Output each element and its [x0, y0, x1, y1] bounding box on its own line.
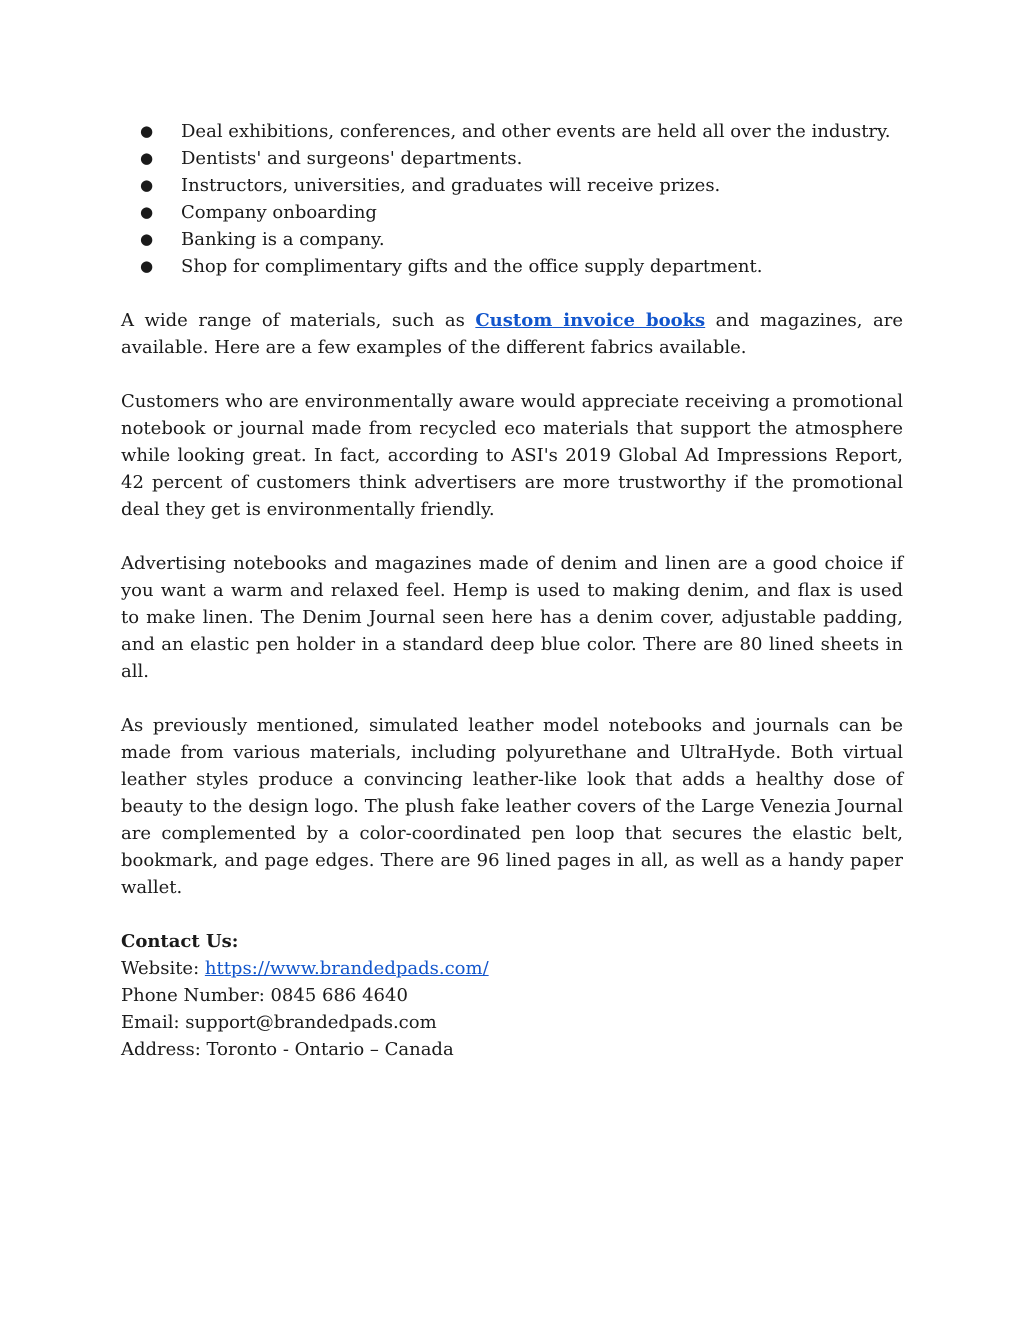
list-item-text: Shop for complimentary gifts and the office supply department.: [181, 256, 763, 277]
contact-phone: Phone Number: 0845 686 4640: [121, 985, 408, 1006]
contact-email: Email: support@brandedpads.com: [121, 1012, 437, 1033]
contact-section: [121, 928, 903, 1063]
contact-address: Address: Toronto - Ontario – Canada: [121, 1039, 454, 1060]
list-item-text: Banking is a company.: [181, 229, 385, 250]
list-item: [121, 172, 903, 199]
bullet-icon: ●: [140, 149, 154, 167]
list-item-text: Deal exhibitions, conferences, and other events are held all over the industry.: [181, 121, 891, 142]
bullet-icon: ●: [140, 122, 154, 140]
paragraph-eco: Customers who are environmentally aware would appreciate receiving a promotional notebook or journal made from recycled eco materials that support the atmosphere while looking great. In fact, according to ASI's 2019 Global Ad Impressions Report, 42 percent of customers think advertisers are more trustworthy if the promotional deal they get is environmentally friendly.: [121, 391, 903, 520]
paragraph-text: A wide range of materials, such as: [121, 310, 476, 331]
list-item-text: Company onboarding: [181, 202, 377, 223]
list-item: [121, 145, 903, 172]
bullet-icon: ●: [140, 257, 154, 275]
website-label: Website:: [121, 958, 205, 979]
bullet-icon: ●: [140, 203, 154, 221]
bullet-icon: ●: [140, 230, 154, 248]
paragraph-denim: Advertising notebooks and magazines made of denim and linen are a good choice if you want a warm and relaxed feel. Hemp is used to making denim, and flax is used to make linen. The Denim Journal seen here has a denim cover, adjustable padding, and an elastic pen holder in a standard deep blue color. There are 80 lined sheets in all.: [121, 553, 903, 682]
website-link[interactable]: https://www.brandedpads.com/: [204, 958, 489, 979]
paragraph-text: and magazines, are available. Here are a few examples of the different fabrics available.: [121, 310, 903, 358]
bullet-icon: ●: [140, 176, 154, 194]
list-item-text: Instructors, universities, and graduates will receive prizes.: [181, 175, 721, 196]
list-item: [121, 253, 903, 280]
contact-title: Contact Us:: [121, 931, 239, 952]
paragraph-materials: [121, 307, 903, 361]
list-item: [121, 118, 903, 145]
bullet-list: [121, 118, 903, 280]
document-page: [121, 118, 903, 1063]
custom-invoice-books-link[interactable]: Custom invoice books: [475, 310, 706, 331]
list-item: [121, 226, 903, 253]
list-item-text: Dentists' and surgeons' departments.: [181, 148, 523, 169]
list-item: [121, 199, 903, 226]
paragraph-leather: As previously mentioned, simulated leather model notebooks and journals can be made from various materials, including polyurethane and UltraHyde. Both virtual leather styles produce a convincing leather-like look that adds a healthy dose of beauty to the design logo. The plush fake leather covers of the Large Venezia Journal are complemented by a color-coordinated pen loop that secures the elastic belt, bookmark, and page edges. There are 96 lined pages in all, as well as a handy paper wallet.: [121, 715, 903, 898]
contact-website: [121, 955, 903, 982]
